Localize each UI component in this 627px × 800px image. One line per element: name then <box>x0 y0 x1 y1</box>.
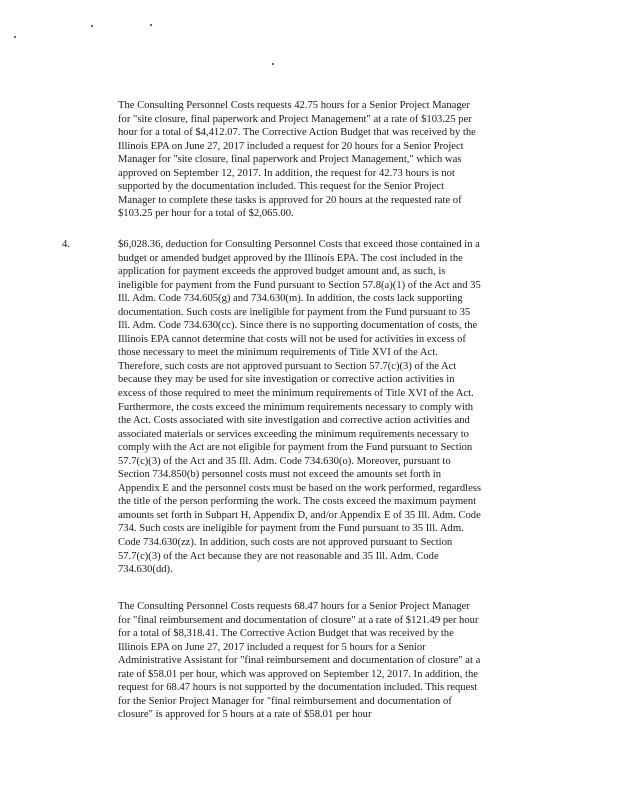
text-line: comply with the Act are not eligible for payment from the Fund pursuant to Section <box>118 442 473 454</box>
scan-speck <box>150 24 152 26</box>
paragraph-senior-pm-site-closure <box>118 99 536 221</box>
text-line: 57.7(c)(3) of the Act because they are not reasonable and 35 Ill. Adm. Code <box>118 550 439 562</box>
text-line: request for 68.47 hours is not supported by the documentation included. This request <box>118 682 478 694</box>
text-line: Section 734.850(b) personnel costs must not exceed the amounts set forth in <box>118 469 442 481</box>
text-line: Furthermore, the costs exceed the minimum requirements necessary to comply with <box>118 401 474 413</box>
text-line: documentation. Such costs are ineligible for payment from the Fund pursuant to 35 <box>118 306 471 318</box>
item-number: 4. <box>62 239 70 250</box>
text-line: amounts set forth in Subpart H, Appendix D, and/or Appendix E of 35 Ill. Adm. Code <box>118 509 481 521</box>
scan-speck <box>91 25 93 27</box>
text-line: 57.7(c)(3) of the Act and 35 Ill. Adm. Code 734.630(o). Moreover, pursuant to <box>118 455 451 467</box>
text-line: the title of the person performing the work. The costs exceed the maximum payment <box>118 496 477 508</box>
text-line: supported by the documentation included. This request for the Senior Project <box>118 181 445 193</box>
text-line: because they may be used for site investigation or corrective action activities in <box>118 374 455 386</box>
text-line: Illinois EPA cannot determine that costs will not be used for activities in excess of <box>118 333 466 345</box>
text-line: The Consulting Personnel Costs requests 68.47 hours for a Senior Project Manager <box>118 601 470 612</box>
text-line: 734. Such costs are ineligible for payment from the Fund pursuant to 35 Ill. Adm. <box>118 523 464 535</box>
text-line: Code 734.630(zz). In addition, such costs are not approved pursuant to Section <box>118 537 453 549</box>
text-line: the Act. Costs associated with site investigation and corrective action activities and <box>118 415 470 427</box>
text-line: The Consulting Personnel Costs requests 42.75 hours for a Senior Project Manager <box>118 100 470 111</box>
paragraph-deduction-4 <box>118 238 536 577</box>
scan-speck <box>272 63 274 65</box>
text-line: Illinois EPA on June 27, 2017 included a request for 5 hours for a Senior <box>118 641 426 653</box>
text-line: approved on September 12, 2017. In addition, the request for 42.73 hours is not <box>118 167 455 179</box>
text-line: $6,028.36, deduction for Consulting Personnel Costs that exceed those contained in a <box>118 239 480 250</box>
text-line: for a total of $8,318.41. The Corrective Action Budget that was received by the <box>118 628 454 640</box>
text-line: associated materials or services exceeding the minimum requirements necessary to <box>118 428 469 440</box>
text-line: 734.630(dd). <box>118 564 173 576</box>
text-line: Ill. Adm. Code 734.605(g) and 734.630(m). In addition, the costs lack supporting <box>118 293 463 305</box>
text-line: Ill. Adm. Code 734.630(cc). Since there is no supporting documentation of costs, the <box>118 320 478 332</box>
text-line: Appendix E and the personnel costs must be based on the work performed, regardless <box>118 482 482 494</box>
text-line: excess of those required to meet the minimum requirements of Title XVI of the Act. <box>118 388 474 400</box>
paragraph-senior-pm-final-reimbursement <box>118 600 536 722</box>
text-line: for "site closure, final paperwork and Project Management" at a rate of $103.25 per <box>118 113 472 125</box>
text-line: closure" is approved for 5 hours at a rate of $58.01 per hour <box>118 709 372 721</box>
text-line: rate of $58.01 per hour, which was approved on September 12, 2017. In addition, the <box>118 668 478 680</box>
text-line: Manager to complete these tasks is approved for 20 hours at the requested rate of <box>118 194 462 206</box>
text-line: for "final reimbursement and documentation of closure" at a rate of $121.49 per hour <box>118 614 479 626</box>
text-line: ineligible for payment from the Fund pursuant to Section 57.8(a)(1) of the Act and 35 <box>118 279 481 291</box>
scan-speck <box>14 36 16 38</box>
text-line: application for payment exceeds the approved budget amount and, as such, is <box>118 266 446 278</box>
text-line: Illinois EPA on June 27, 2017 included a request for 20 hours for a Senior Project <box>118 140 464 152</box>
text-line: Administrative Assistant for "final reimbursement and documentation of closure" at a <box>118 655 481 667</box>
text-line: hour for a total of $4,412.07. The Corrective Action Budget that was received by the <box>118 127 476 139</box>
text-line: Therefore, such costs are not approved pursuant to Section 57.7(c)(3) of the Act <box>118 360 457 372</box>
text-line: Manager for "site closure, final paperwork and Project Management," which was <box>118 154 462 166</box>
text-line: for the Senior Project Manager for "final reimbursement and documentation of <box>118 695 452 707</box>
text-line: those necessary to meet the minimum requirements of Title XVI of the Act. <box>118 347 438 359</box>
text-line: budget or amended budget approved by the Illinois EPA. The cost included in the <box>118 252 463 264</box>
text-line: $103.25 per hour for a total of $2,065.00. <box>118 208 294 220</box>
